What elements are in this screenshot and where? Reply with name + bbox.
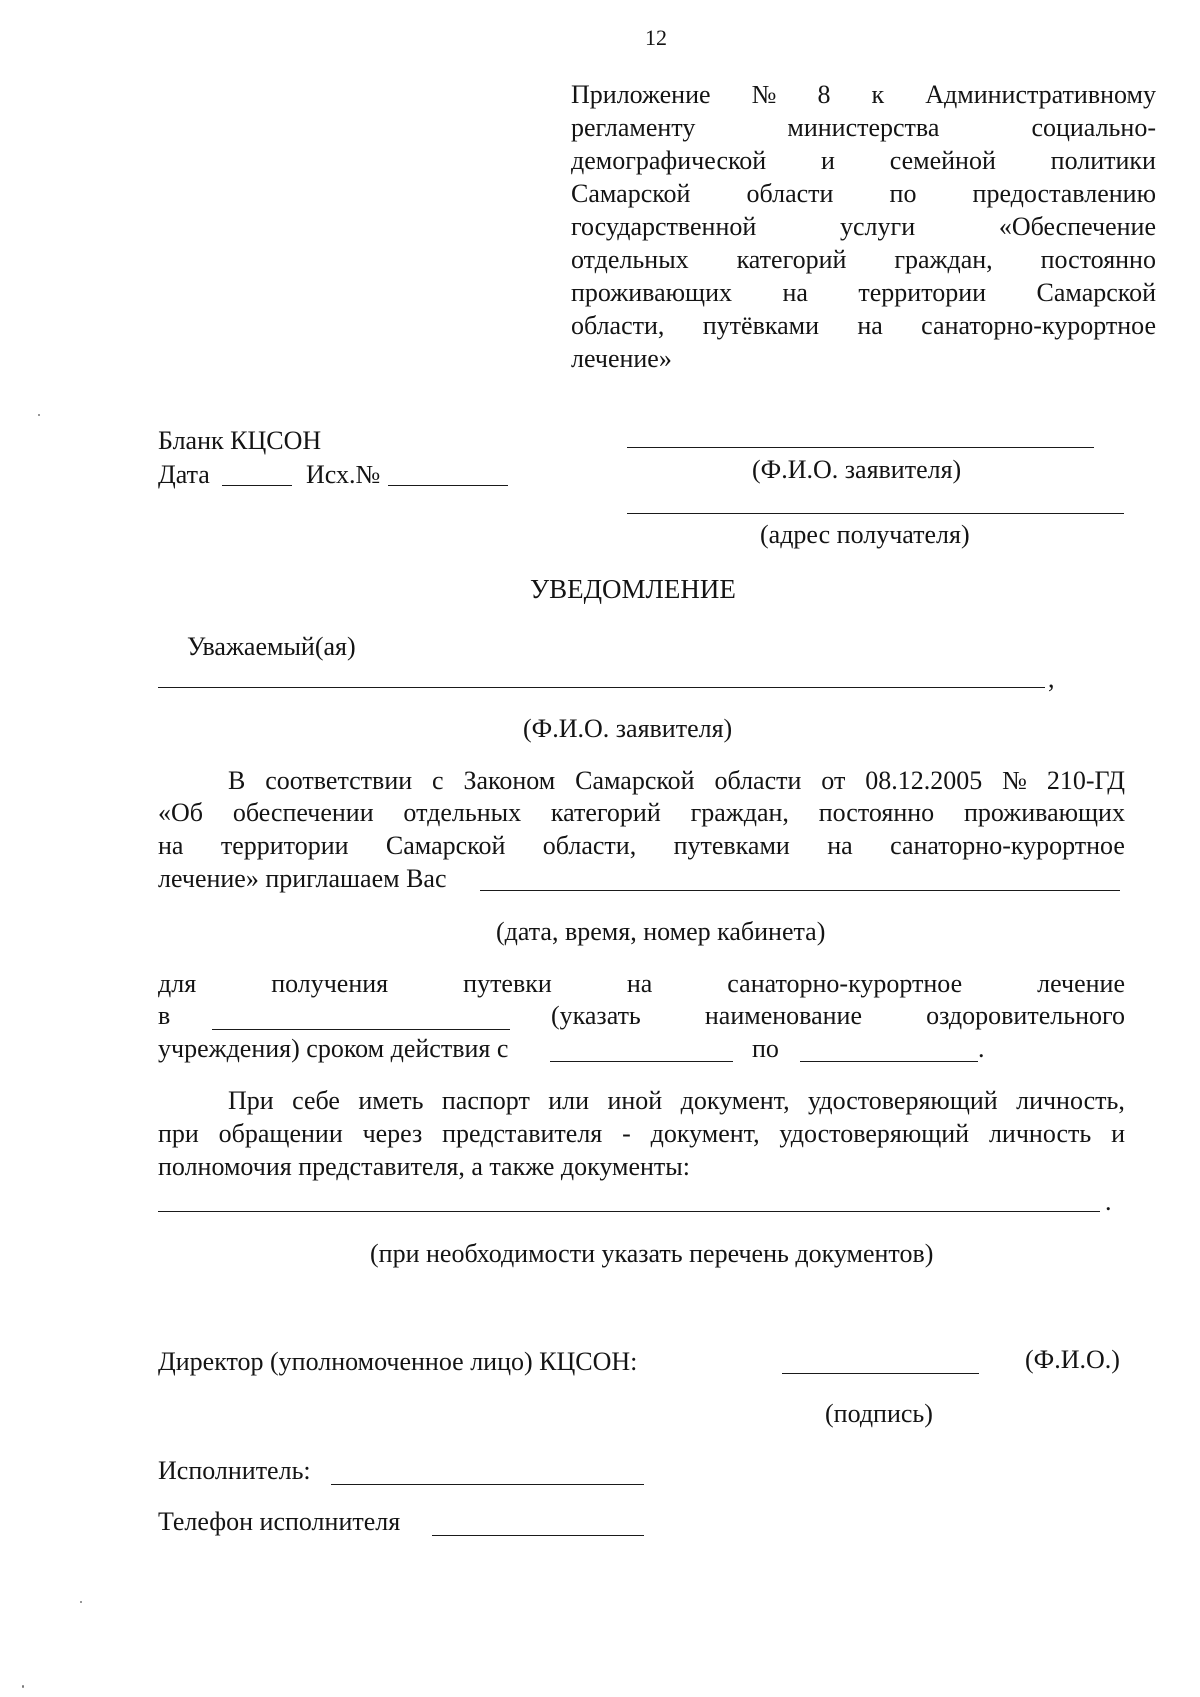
word: представителя xyxy=(442,1119,603,1148)
word: оздоровительного xyxy=(926,1001,1125,1030)
word: иной xyxy=(607,1086,663,1115)
para2-line xyxy=(158,971,1125,997)
word: на xyxy=(782,278,808,307)
word: политики xyxy=(1050,146,1156,175)
word: или xyxy=(548,1086,590,1115)
para3-end: . xyxy=(1105,1187,1112,1216)
word: территории xyxy=(858,278,987,307)
ref-number-label: Исх.№ xyxy=(306,460,381,489)
salutation-text: Уважаемый(ая) xyxy=(187,632,356,661)
word: предоставлению xyxy=(972,179,1156,208)
appendix-line xyxy=(571,214,1156,240)
ref-number-blank-line xyxy=(388,485,508,486)
word: путевками xyxy=(673,831,790,860)
date-blank-line xyxy=(222,485,292,486)
word: При xyxy=(228,1086,274,1115)
appendix-line xyxy=(571,115,1156,141)
word: обращении xyxy=(218,1119,343,1148)
word: на xyxy=(158,831,184,860)
appendix-line xyxy=(571,82,1156,108)
validity-from-line xyxy=(550,1061,733,1062)
date-label: Дата xyxy=(158,460,210,489)
para2-line3-end: . xyxy=(978,1034,985,1063)
applicant-fio-caption: (Ф.И.О. заявителя) xyxy=(752,455,962,484)
word: санаторно-курортное xyxy=(890,831,1125,860)
appendix-line xyxy=(571,247,1156,273)
para1-line xyxy=(158,833,1125,859)
word: Самарской xyxy=(575,766,695,795)
word: «Обеспечение xyxy=(998,212,1156,241)
para1-line4: лечение» приглашаем Вас xyxy=(158,864,447,893)
scan-speck xyxy=(22,1685,24,1688)
word: наименование xyxy=(704,1001,863,1030)
word: санаторно-курортное xyxy=(727,969,963,998)
page-number: 12 xyxy=(645,25,667,50)
word: путёвками xyxy=(702,311,820,340)
word: - xyxy=(622,1119,631,1148)
word: на xyxy=(857,311,883,340)
word: области xyxy=(746,179,834,208)
word: граждан, xyxy=(690,798,789,827)
word: с xyxy=(432,766,444,795)
word: по xyxy=(889,179,917,208)
word: В xyxy=(228,766,246,795)
documents-list-line xyxy=(158,1211,1100,1212)
word: 210-ГД xyxy=(1046,766,1125,795)
word: области, xyxy=(571,311,665,340)
para2-line xyxy=(551,1003,1125,1029)
appendix-line xyxy=(571,280,1156,306)
invite-details-line xyxy=(480,890,1120,891)
blank-label: Бланк КЦСОН xyxy=(158,426,322,455)
word: документ, xyxy=(680,1086,790,1115)
executor-label: Исполнитель: xyxy=(158,1456,311,1485)
word: на xyxy=(827,831,853,860)
word: постоянно xyxy=(818,798,935,827)
recipient-address-caption: (адрес получателя) xyxy=(760,520,970,549)
word: для xyxy=(158,969,197,998)
word: министерства xyxy=(787,113,940,142)
word: обеспечении xyxy=(232,798,374,827)
word: санаторно-курортное xyxy=(921,311,1156,340)
word: лечение xyxy=(1037,969,1125,998)
scan-speck xyxy=(38,414,40,416)
word: паспорт xyxy=(441,1086,530,1115)
word: удостоверяющий xyxy=(779,1119,970,1148)
word: отдельных xyxy=(571,245,689,274)
word: постоянно xyxy=(1040,245,1156,274)
executor-phone-label: Телефон исполнителя xyxy=(158,1507,401,1536)
word: к xyxy=(871,80,885,109)
word: граждан, xyxy=(894,245,993,274)
word: себе xyxy=(292,1086,340,1115)
institution-blank-line xyxy=(212,1029,510,1030)
word: личность xyxy=(988,1119,1092,1148)
word: при xyxy=(158,1119,199,1148)
word: проживающих xyxy=(571,278,732,307)
appendix-line xyxy=(571,346,1156,372)
word: регламенту xyxy=(571,113,696,142)
applicant-fio-line xyxy=(627,447,1094,448)
word: категорий xyxy=(550,798,661,827)
word: личность, xyxy=(1016,1086,1125,1115)
word: Административному xyxy=(925,80,1156,109)
word: проживающих xyxy=(963,798,1125,827)
scan-speck xyxy=(80,1601,82,1603)
word: № xyxy=(1002,766,1027,795)
word: на xyxy=(626,969,653,998)
signature-caption: (подпись) xyxy=(825,1399,933,1428)
salutation-fio-line xyxy=(158,687,1045,688)
word: услуги xyxy=(840,212,916,241)
word: Самарской xyxy=(571,179,691,208)
documents-caption: (при необходимости указать перечень документов) xyxy=(370,1239,934,1268)
para3-line xyxy=(228,1088,1125,1114)
word: Самарской xyxy=(385,831,506,860)
word: соответствии xyxy=(265,766,413,795)
executor-blank-line xyxy=(331,1484,644,1485)
para2-line3-b: по xyxy=(752,1034,779,1063)
word: области, xyxy=(542,831,637,860)
para1-line xyxy=(228,768,1125,794)
word: социально- xyxy=(1031,113,1156,142)
salutation-fio-caption: (Ф.И.О. заявителя) xyxy=(523,714,733,743)
word: через xyxy=(362,1119,423,1148)
word: семейной xyxy=(889,146,996,175)
appendix-line xyxy=(571,181,1156,207)
word: получения xyxy=(271,969,389,998)
word: 08.12.2005 xyxy=(865,766,983,795)
para1-line xyxy=(158,800,1125,826)
word: документ, xyxy=(650,1119,760,1148)
word: отдельных xyxy=(403,798,522,827)
word: № xyxy=(751,80,777,109)
word: путевки xyxy=(463,969,552,998)
word: категорий xyxy=(736,245,847,274)
word: области xyxy=(714,766,802,795)
para2-line2-prefix: в xyxy=(158,1001,171,1030)
word: Самарской xyxy=(1036,278,1156,307)
recipient-address-line xyxy=(627,513,1124,514)
word: 8 xyxy=(817,80,831,109)
word: (указать xyxy=(551,1001,641,1030)
signature-line xyxy=(782,1373,979,1374)
director-fio: (Ф.И.О.) xyxy=(1025,1345,1120,1374)
word: от xyxy=(821,766,846,795)
para3-line3: полномочия представителя, а также документы: xyxy=(158,1152,690,1181)
word: Приложение xyxy=(571,80,711,109)
salutation-comma: , xyxy=(1048,664,1055,693)
director-label: Директор (уполномоченное лицо) КЦСОН: xyxy=(158,1347,638,1376)
word: «Об xyxy=(158,798,204,827)
appendix-line xyxy=(571,148,1156,174)
word: государственной xyxy=(571,212,757,241)
word: и xyxy=(1111,1119,1125,1148)
word: территории xyxy=(220,831,349,860)
word: демографической xyxy=(571,146,767,175)
para3-line xyxy=(158,1121,1125,1147)
word: и xyxy=(821,146,835,175)
word: лечение» xyxy=(571,344,672,373)
word: удостоверяющий xyxy=(807,1086,998,1115)
invite-details-caption: (дата, время, номер кабинета) xyxy=(496,917,826,946)
para2-line3-a: учреждения) сроком действия с xyxy=(158,1034,509,1063)
validity-to-line xyxy=(800,1061,978,1062)
appendix-line xyxy=(571,313,1156,339)
document-title: УВЕДОМЛЕНИЕ xyxy=(530,574,736,604)
executor-phone-blank-line xyxy=(432,1535,644,1536)
word: иметь xyxy=(358,1086,424,1115)
word: Законом xyxy=(463,766,556,795)
